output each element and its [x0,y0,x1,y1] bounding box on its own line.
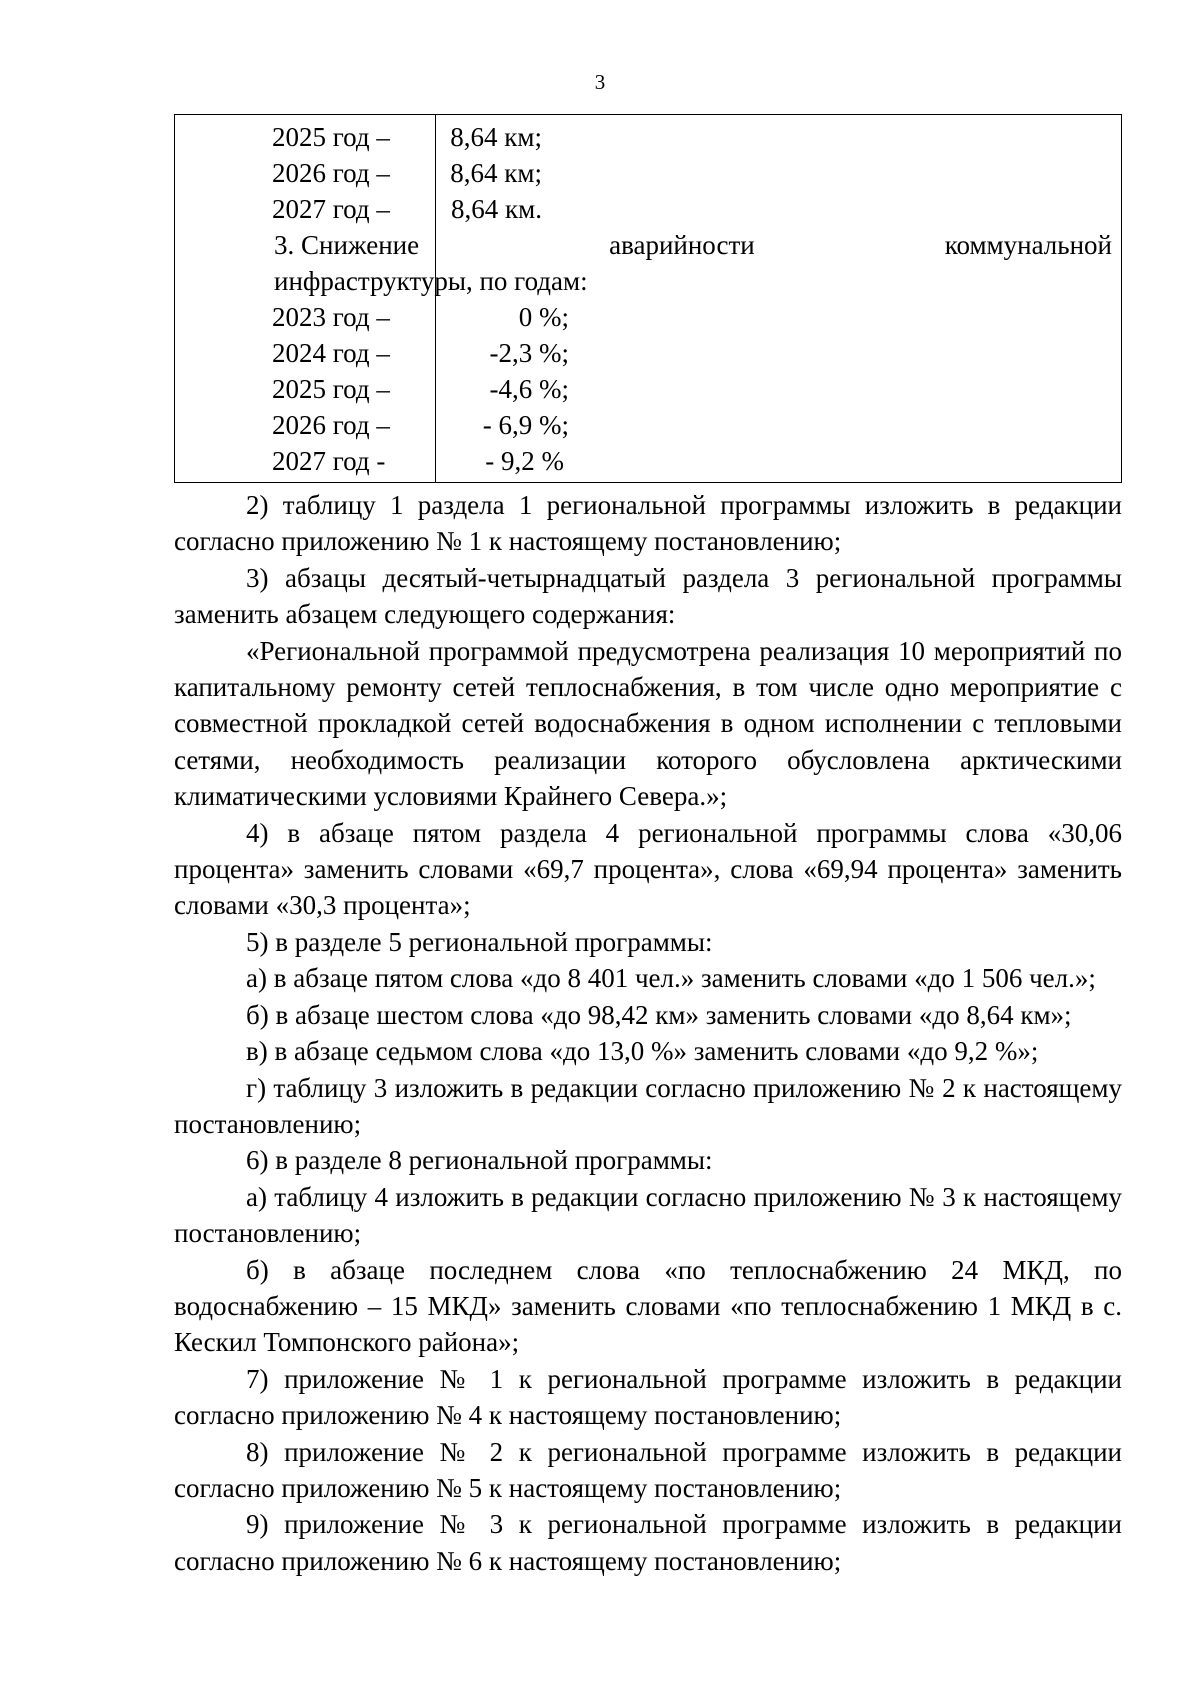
paragraph: а) в абзаце пятом слова «до 8 401 чел.» заменить словами «до 1 506 чел.»; [246,963,1096,994]
year-value: - 6,9 %; [482,410,569,440]
item3-heading-cont: инфраструктуры, по годам: [274,266,588,296]
paragraph: 3) абзацы десятый-четырнадцатый раздела 3 региональной программы заменить абзацем следующего содержания: [174,562,1122,630]
item3-word: 3. Снижение [274,230,420,260]
year-label: 2023 год – [272,302,390,332]
paragraph: «Региональной программой предусмотрена реализация 10 мероприятий по капитальному ремонту сетей теплоснабжения, в том числе одно мероприятие с совместной прокладкой сетей водоснабжения в одном исполнении с тепловыми сетями, необходимость реализации которого обусловлена арктическими климатическими условиями Крайнего Севера.»; [174,635,1122,812]
year-label: 2026 год – [272,158,390,188]
paragraph: 8) приложение № 2 к региональной программе изложить в редакции согласно приложению № 5 к настоящему постановлению; [174,1436,1122,1503]
item3-word: коммунальной [944,230,1112,260]
paragraph: г) таблицу 3 изложить в редакции согласно приложению № 2 к настоящему постановлению; [174,1072,1122,1139]
paragraph: 2) таблицу 1 раздела 1 региональной программы изложить в редакции согласно приложению № 1 к настоящему постановлению; [174,490,1122,557]
paragraph: а) таблицу 4 изложить в редакции согласно приложению № 3 к настоящему постановлению; [174,1181,1122,1249]
paragraph: в) в абзаце седьмом слова «до 13,0 %» заменить словами «до 9,2 %»; [246,1036,1039,1067]
paragraph: 6) в разделе 8 региональной программы: [246,1145,713,1176]
document-body [174,487,1122,1579]
year-value: 8,64 км; [450,122,542,152]
paragraph: б) в абзаце шестом слова «до 98,42 км» заменить словами «до 8,64 км»; [246,999,1072,1030]
paragraph: 4) в абзаце пятом раздела 4 региональной программы слова «30,06 процента» заменить словами «69,7 процента», слова «69,94 процента» заменить словами «30,3 процента»; [174,817,1122,921]
paragraph: 5) в разделе 5 региональной программы: [246,926,713,957]
year-value: - 9,2 % [485,446,564,476]
year-value: 8,64 км. [451,194,542,224]
item3-word: аварийности [609,230,755,260]
year-label: 2024 год – [272,338,390,368]
year-value: 8,64 км; [450,158,542,188]
paragraph: 7) приложение № 1 к региональной программе изложить в редакции согласно приложению № 4 к настоящему постановлению; [174,1363,1122,1431]
year-label: 2027 год - [272,446,386,476]
paragraph: б) в абзаце последнем слова «по теплоснабжению 24 МКД, по водоснабжению – 15 МКД» заменить словами «по теплоснабжению 1 МКД в с. Кескил Томпонского района»; [174,1254,1122,1358]
page-number: 3 [594,70,606,94]
year-label: 2027 год – [272,194,390,224]
year-label: 2025 год – [272,122,390,152]
year-label: 2026 год – [272,410,390,440]
year-value: -2,3 %; [489,338,569,368]
year-value: 0 %; [518,302,569,332]
paragraph: 9) приложение № 3 к региональной программе изложить в редакции согласно приложению № 6 к настоящему постановлению; [174,1509,1122,1576]
item3-heading [274,227,1112,263]
year-value: -4,6 %; [489,374,569,404]
year-label: 2025 год – [272,374,390,404]
